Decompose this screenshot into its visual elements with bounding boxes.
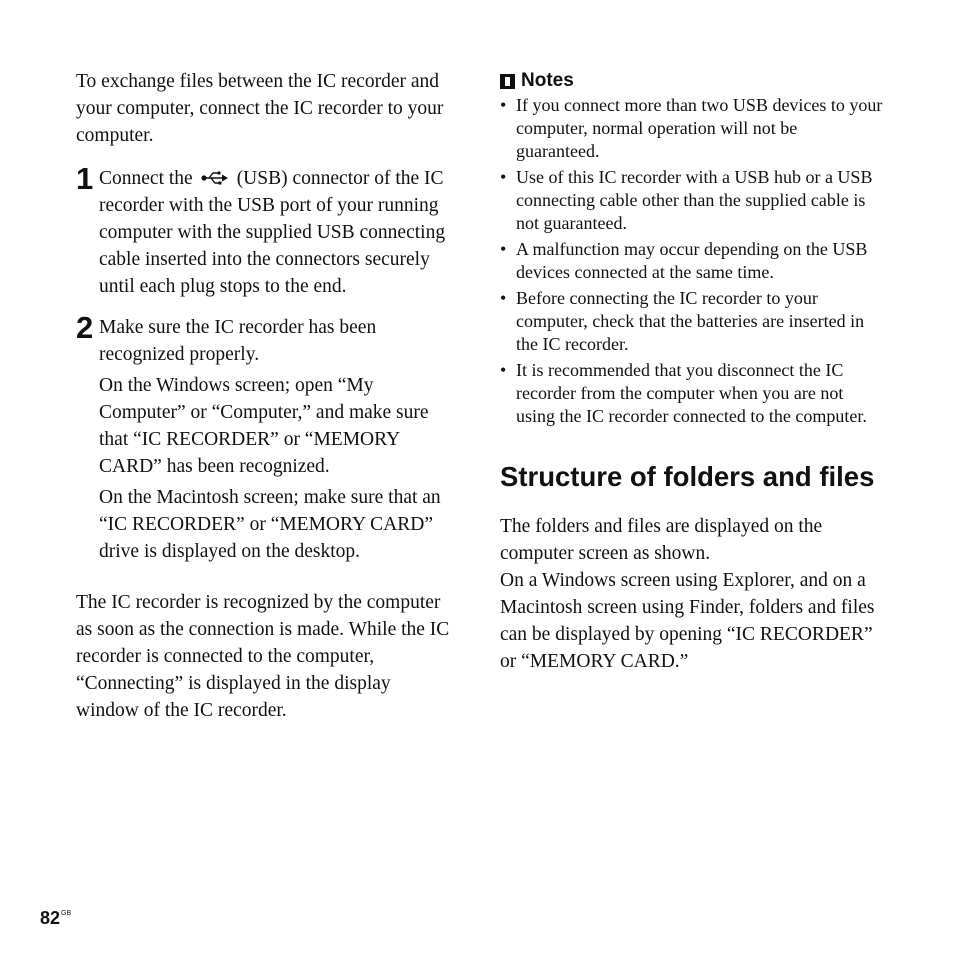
step-number: 2 xyxy=(76,310,94,345)
section-paragraph: The folders and files are displayed on the computer screen as shown. xyxy=(500,516,823,564)
step-2-windows-paragraph: On the Windows screen; open “My Computer” or “Computer,” and make sure that “IC RECORDER” or “MEMORY CARD” has been recognized. xyxy=(99,375,429,477)
list-item: • Before connecting the IC recorder to your computer, check that the batteries are inserted in the IC recorder. xyxy=(500,287,885,356)
step-number: 1 xyxy=(76,161,94,196)
region-code: GB xyxy=(61,910,72,917)
step-2 xyxy=(76,310,456,565)
section-body xyxy=(500,513,885,675)
left-column xyxy=(76,68,456,724)
section-title: Structure of folders and files xyxy=(500,461,875,492)
step-2-paragraph: Make sure the IC recorder has been recognized properly. xyxy=(99,317,377,365)
usb-icon xyxy=(201,171,229,185)
step-1-text: Connect the (USB) connector of the IC recorder with the USB port of your running computer with the supplied USB connecting cable inserted into the connectors securely until each plug stops to the end. xyxy=(99,168,446,297)
list-item: • It is recommended that you disconnect the IC recorder from the computer when you are not using the IC recorder connected to the computer. xyxy=(500,359,885,428)
page-number: $82^{GB}$ xyxy=(40,908,72,928)
list-item: • A malfunction may occur depending on the USB devices connected at the same time. xyxy=(500,238,885,284)
notes-heading-label: Notes xyxy=(521,70,574,91)
step-1 xyxy=(76,161,456,300)
list-item: • Use of this IC recorder with a USB hub or a USB connecting cable other than the supplied cable is not guaranteed. xyxy=(500,166,885,235)
recognized-paragraph: The IC recorder is recognized by the computer as soon as the connection is made. While the IC recorder is connected to the computer, “Connecting” is displayed in the display window of the IC recorder. xyxy=(76,592,450,721)
step-2-macintosh-paragraph: On the Macintosh screen; make sure that an “IC RECORDER” or “MEMORY CARD” drive is displayed on the desktop. xyxy=(99,487,441,562)
section-paragraph: On a Windows screen using Explorer, and on a Macintosh screen using Finder, folders and files can be displayed by opening “IC RECORDER” or “MEMORY CARD.” xyxy=(500,570,875,672)
list-item: • If you connect more than two USB devices to your computer, normal operation will not be guaranteed. xyxy=(500,94,885,163)
intro-paragraph: To exchange files between the IC recorder and your computer, connect the IC recorder to your computer. xyxy=(76,71,444,146)
right-column xyxy=(500,68,885,675)
notes-list xyxy=(500,94,885,428)
note-icon xyxy=(500,74,515,89)
notes-heading xyxy=(500,68,885,94)
